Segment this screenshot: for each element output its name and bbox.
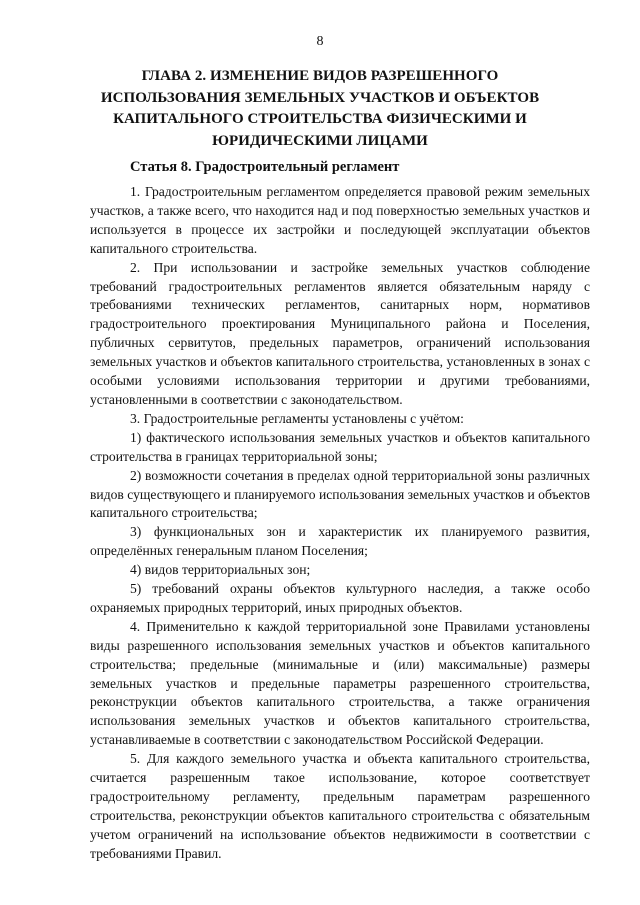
list-item-1: 1) фактического использования земельных участков и объектов капитального строительства в границах территориальной зоны; — [90, 429, 590, 464]
paragraph-1: 1. Градостроительным регламентом определяется правовой режим земельных участков, а также всего, что находится над и под поверхностью земельных участков и используется в процессе их застройки и последующей эксплуатации объектов капитального строительства. — [90, 184, 590, 256]
paragraph-4: 4. Применительно к каждой территориальной зоне Правилами установлены виды разрешенного использования земельных участков и объектов капитального строительства; предельные (минимальные и (или) максимальные) размеры земельных участков и предельные параметры разрешенного строительства, реконструкции объектов капитального строительства, а также ограничения использования земельных участков и объектов капитального строительства, устанавливаемые в соответствии с законодательством Российской Федерации. — [90, 618, 590, 748]
list-item-4: 4) видов территориальных зон; — [130, 562, 311, 578]
list-item-2: 2) возможности сочетания в пределах одной территориальной зоны различных видов существующего и планируемого использования земельных участков и объектов капитального строительства; — [90, 467, 590, 521]
list-item-3: 3) функциональных зон и характеристик их планируемого развития, определённых генеральным планом Поселения; — [90, 524, 590, 559]
paragraph-5: 5. Для каждого земельного участка и объекта капитального строительства, считается разрешенным такое использование, которое соответствует градостроительному регламенту, предельным параметрам разрешенного строительства, реконструкции объектов капитального строительства с обязательным учетом ограничений на использование объектов недвижимости в соответствии с требованиями Правил. — [90, 751, 590, 861]
list-item-5: 5) требований охраны объектов культурного наследия, а также особо охраняемых природных территорий, иных природных объектов. — [90, 581, 590, 615]
page-number: 8 — [316, 34, 324, 49]
paragraph-2: 2. При использовании и застройке земельных участков соблюдение требований градостроительных регламентов является обязательным наряду с требованиями технических регламентов, санитарных норм, нормативов градостроительного проектирования Муниципального района и Поселения, публичных сервитутов, предельных параметров, ограничений использования земельных участков и объектов капитального строительства, установленных в зонах с особыми условиями использования территории и другими требованиями, установленными в соответствии с законодательством. — [90, 259, 590, 407]
article-body — [90, 183, 590, 864]
article-title: Статья 8. Градостроительный регламент — [130, 159, 400, 175]
chapter-title: ГЛАВА 2. ИЗМЕНЕНИЕ ВИДОВ РАЗРЕШЕННОГО ИСПОЛЬЗОВАНИЯ ЗЕМЕЛЬНЫХ УЧАСТКОВ И ОБЪЕКТОВ КАПИТАЛЬНОГО СТРОИТЕЛЬСТВА ФИЗИЧЕСКИМИ И ЮРИДИЧЕСКИМИ ЛИЦАМИ — [100, 68, 540, 149]
paragraph-3: 3. Градостроительные регламенты установлены с учётом: — [130, 410, 464, 426]
